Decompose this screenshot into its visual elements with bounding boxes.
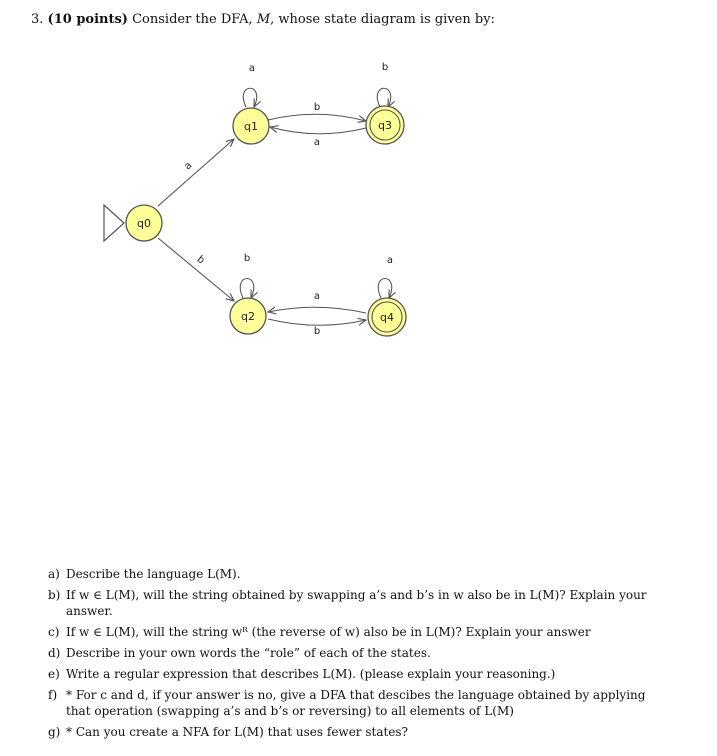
part-text: Describe in your own words the “role” of each of the states. — [66, 646, 431, 660]
part-letter: a) — [48, 567, 60, 581]
question-intro: Consider the DFA, — [132, 12, 253, 27]
part-text: Write a regular expression that describes L(M). (please explain your reasoning.) — [66, 667, 556, 681]
loop-q4 — [378, 279, 391, 299]
label-q0-q1: a — [182, 160, 195, 173]
part-text: Describe the language L(M). — [66, 567, 241, 581]
state-label-q3: q3 — [378, 119, 392, 132]
part-letter: e) — [48, 667, 60, 681]
edge-q3-q1 — [270, 127, 366, 134]
part-g — [48, 724, 658, 740]
part-d — [48, 645, 658, 661]
state-q2 — [230, 298, 266, 334]
label-q1-q3: b — [313, 102, 321, 113]
label-loop-q4: a — [386, 255, 394, 266]
part-letter: f) — [48, 688, 58, 702]
part-letter: b) — [48, 588, 61, 602]
edge-q4-q2 — [268, 307, 366, 313]
state-label-q4: q4 — [380, 311, 394, 324]
question-parts — [48, 566, 658, 745]
label-loop-q2: b — [243, 253, 251, 264]
part-b — [48, 587, 658, 619]
label-q0-q2: b — [194, 253, 207, 267]
part-text: If w ∈ L(M), will the string wᴿ (the reverse of w) also be in L(M)? Explain your answer — [66, 625, 591, 639]
part-text: If w ∈ L(M), will the string obtained by swapping a’s and b’s in w also be in L(M)? Explain your answer. — [66, 588, 647, 618]
state-label-q1: q1 — [244, 120, 258, 133]
question-number: 3. — [31, 12, 44, 27]
part-text: * Can you create a NFA for L(M) that uses fewer states? — [66, 725, 408, 739]
label-loop-q1: a — [248, 63, 256, 74]
part-letter: d) — [48, 646, 61, 660]
part-letter: c) — [48, 625, 60, 639]
part-c — [48, 624, 658, 640]
state-label-q0: q0 — [137, 217, 151, 230]
label-q4-q2: b — [313, 326, 321, 337]
question-intro-tail: , whose state diagram is given by: — [270, 12, 495, 27]
part-f — [48, 687, 658, 719]
state-q0 — [126, 205, 162, 241]
edge-q0-q1 — [158, 139, 234, 206]
state-q4 — [368, 298, 406, 336]
part-text: * For c and d, if your answer is no, give a DFA that descibes the language obtained by applying that operation (swapping a’s and b’s or reversing) to all elements of L(M) — [66, 688, 646, 718]
start-state-marker — [104, 205, 124, 241]
part-a — [48, 566, 658, 582]
part-letter: g) — [48, 725, 61, 739]
edge-q1-q3 — [268, 114, 366, 121]
loop-q2 — [240, 279, 253, 299]
edge-q0-q2 — [158, 238, 234, 301]
state-label-q2: q2 — [241, 310, 255, 323]
edge-q2-q4 — [268, 319, 366, 325]
label-q3-q1: a — [313, 137, 321, 148]
state-q1 — [233, 108, 269, 144]
label-loop-q3: b — [381, 62, 389, 73]
state-q3 — [366, 106, 404, 144]
label-q2-q4: a — [313, 291, 321, 302]
loop-q1 — [243, 88, 256, 107]
machine-name: M — [256, 12, 271, 27]
part-e — [48, 666, 658, 682]
question-points: (10 points) — [47, 12, 128, 27]
loop-q3 — [377, 88, 390, 107]
